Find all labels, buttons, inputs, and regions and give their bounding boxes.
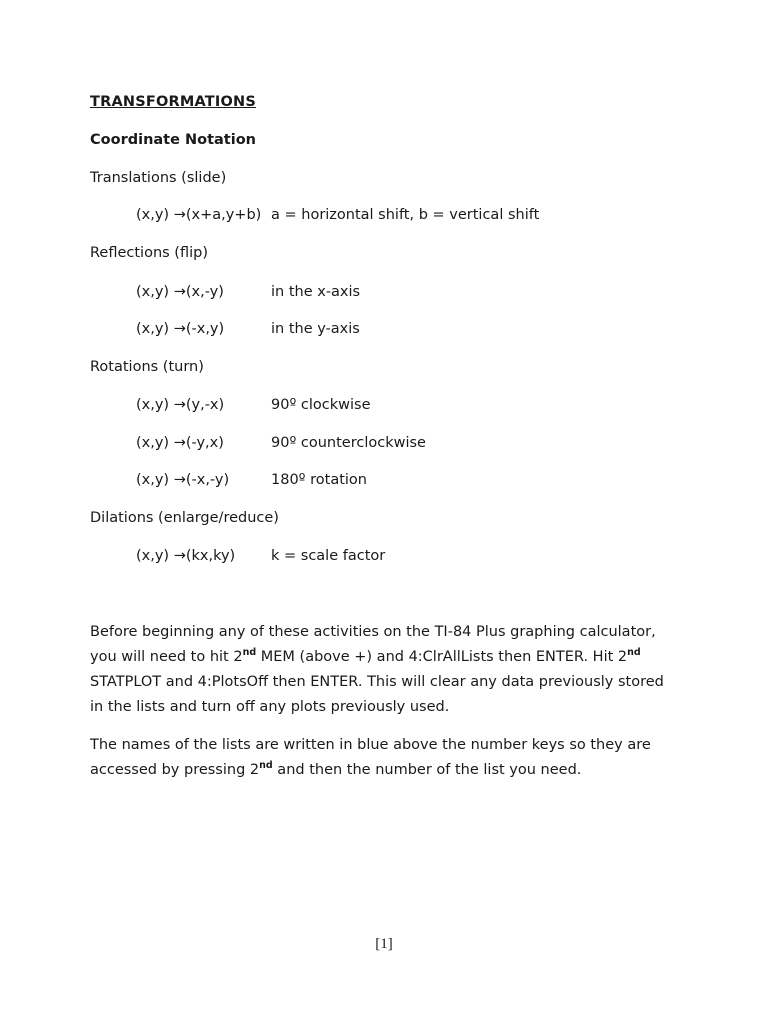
page-number: [1] xyxy=(375,936,393,952)
rule-description: 90º clockwise xyxy=(271,397,371,413)
superscript: nd xyxy=(259,760,273,771)
section-heading-translations: Translations (slide) xyxy=(90,170,227,186)
rule-formula: (x,y) →(-y,x) xyxy=(136,435,224,451)
rule-row xyxy=(136,548,696,568)
rule-description: a = horizontal shift, b = vertical shift xyxy=(271,207,540,223)
rule-formula: (x,y) →(kx,ky) xyxy=(136,548,236,564)
paragraph-text: Before beginning any of these activities on the TI-84 Plus graphing calculator, you will need to hit 2 xyxy=(90,624,656,665)
rule-formula: (x,y) →(x,-y) xyxy=(136,284,224,300)
paragraph-text: The names of the lists are written in blue above the number keys so they are accessed by pressing 2 xyxy=(90,737,651,778)
lists-paragraph xyxy=(90,733,680,783)
rule-row xyxy=(136,207,696,227)
rule-description: k = scale factor xyxy=(271,548,386,564)
paragraph-text: and then the number of the list you need. xyxy=(272,762,582,778)
rule-description: in the y-axis xyxy=(271,321,360,337)
rule-description: in the x-axis xyxy=(271,284,361,300)
rule-description: 90º counterclockwise xyxy=(271,435,426,451)
rule-row xyxy=(136,284,696,304)
superscript: nd xyxy=(627,647,641,658)
superscript: nd xyxy=(242,647,257,658)
rule-row xyxy=(136,435,696,455)
paragraph-text: MEM (above +) and 4:ClrAllLists then ENTER. Hit 2 xyxy=(256,649,628,665)
rule-formula: (x,y) →(y,-x) xyxy=(136,397,225,413)
section-heading-reflections: Reflections (flip) xyxy=(90,245,208,261)
rule-row xyxy=(136,397,696,417)
rule-formula: (x,y) →(x+a,y+b) xyxy=(136,207,262,223)
rule-description: 180º rotation xyxy=(271,472,367,488)
document-subtitle: Coordinate Notation xyxy=(90,132,256,148)
instructions-paragraph xyxy=(90,620,680,720)
paragraph-text: STATPLOT and 4:PlotsOff then ENTER. This will clear any data previously stored in the lists and turn off any plots previously used. xyxy=(90,674,664,715)
rule-formula: (x,y) →(-x,y) xyxy=(136,321,225,337)
section-heading-rotations: Rotations (turn) xyxy=(90,359,204,375)
rule-formula: (x,y) →(-x,-y) xyxy=(136,472,230,488)
document-title: TRANSFORMATIONS xyxy=(90,94,256,110)
rule-row xyxy=(136,472,696,492)
section-heading-dilations: Dilations (enlarge/reduce) xyxy=(90,510,279,526)
rule-row xyxy=(136,321,696,341)
